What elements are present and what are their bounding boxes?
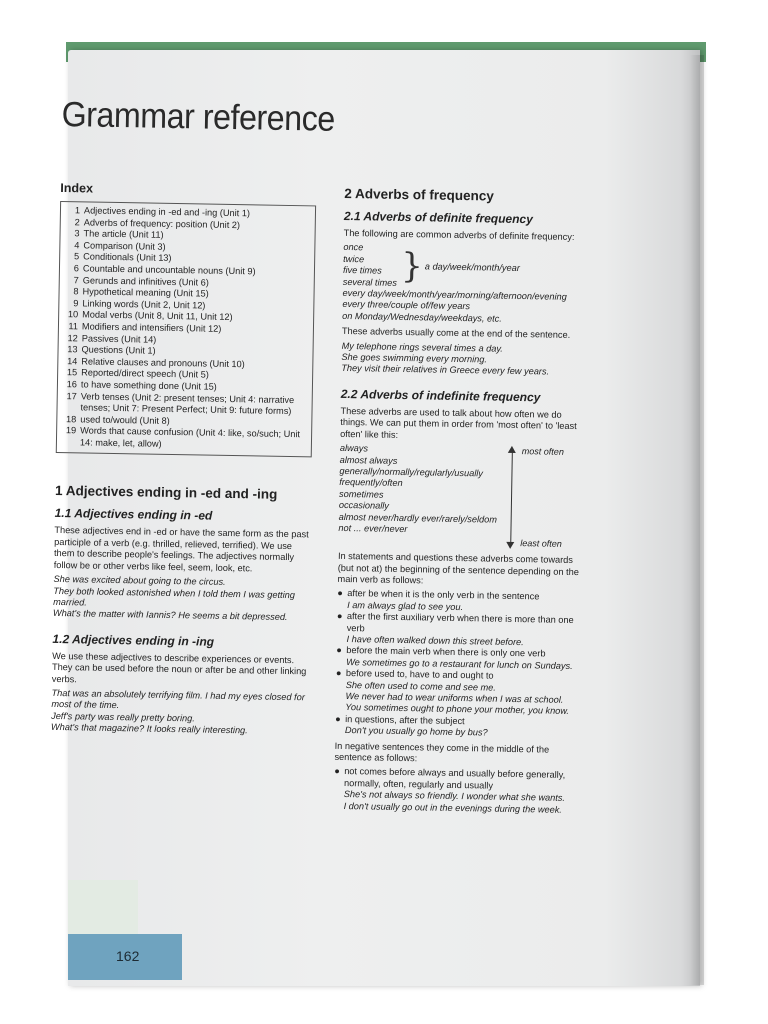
section-2-1-intro: The following are common adverbs of definite frequency: <box>343 227 575 242</box>
example-sentence: She goes swimming every morning. <box>341 351 488 365</box>
index-item-number: 5 <box>73 251 80 262</box>
example-sentence: That was an absolutely terrifying film. I had my eyes closed for most of the time. <box>51 687 305 711</box>
rule-text: not comes before always and usually before generally, normally, often, regularly and usually <box>343 766 566 791</box>
section-2-2-intro: These adverbs are used to talk about how often we do things. We can put them in order from 'most often' to 'least often' like this: <box>340 405 577 440</box>
bracket-label: a day/week/month/year <box>424 261 520 274</box>
index-item-text: Gerunds and infinitives (Unit 6) <box>82 274 209 288</box>
index-item-number: 19 <box>65 425 77 436</box>
frequency-line: every three/couple of/few years <box>342 299 471 312</box>
index-item-text: Linking words (Unit 2, Unit 12) <box>82 298 206 311</box>
index-item-number: 15 <box>66 367 78 378</box>
index-item <box>63 425 305 452</box>
index-item-text: Verb tenses (Unit 2: present tenses; Unit 4: narrative tenses; Unit 7: Present Perfect; Unit 9: future forms) <box>80 390 295 417</box>
index-item-number: 12 <box>67 332 78 343</box>
bracket-word: several times <box>342 276 397 288</box>
arrow-down-icon <box>506 542 514 549</box>
example-sentence: What's that magazine? It looks really interesting. <box>50 722 248 736</box>
rule-text: before the main verb when there is only one verb <box>346 645 546 659</box>
index-item-text: The article (Unit 11) <box>83 228 164 240</box>
index-item-text: Comparison (Unit 3) <box>83 240 166 252</box>
frequency-word: occasionally <box>338 500 390 511</box>
example-sentence: Jeff's party was really pretty boring. <box>51 710 195 724</box>
index-item-text: used to/would (Unit 8) <box>80 414 170 426</box>
frequency-word: generally/normally/regularly/usually <box>339 465 484 479</box>
example-sentence: We never had to wear uniforms when I was at school. <box>345 691 564 705</box>
example-sentence: She was excited about going to the circus. <box>53 574 226 588</box>
index-item-text: to have something done (Unit 15) <box>80 379 217 392</box>
page-spine-shadow <box>690 55 704 985</box>
section-2-heading: 2 Adverbs of frequency <box>344 185 494 204</box>
bullet-icon: ● <box>335 713 341 724</box>
index-item-number: 11 <box>68 321 79 332</box>
frequency-bracket-group <box>343 242 594 292</box>
frequency-scale-list <box>338 443 510 550</box>
example-sentence: They visit their relatives in Greece every few years. <box>341 363 550 378</box>
frequency-word: not ... ever/never <box>338 522 408 535</box>
frequency-word: always <box>339 442 369 454</box>
bullet-icon: ● <box>336 645 343 656</box>
section-1-2-heading: 1.2 Adjectives ending in -ing <box>52 631 215 649</box>
page-title: Grammar reference <box>61 95 336 139</box>
example-sentence: You sometimes ought to phone your mother, you know. <box>345 702 570 717</box>
section-1-1-body: These adjectives end in -ed or have the same form as the past participle of a verb (e.g. thrilled, relieved, terrified). We use them to describe people's feelings. The adjectives normally follow be or other verbs like feel, seem, look, etc. <box>53 525 309 574</box>
index-item-number: 16 <box>66 379 78 390</box>
bullet-icon: ● <box>334 766 340 777</box>
index-item-text: Adjectives ending in -ed and -ing (Unit 1) <box>83 205 251 219</box>
most-often-label: most often <box>521 446 564 457</box>
index-item-number: 13 <box>67 344 78 355</box>
index-item-number: 3 <box>74 228 80 239</box>
index-box <box>56 201 316 458</box>
example-sentence: I am always glad to see you. <box>347 599 464 612</box>
rule-text: before used to, have to and ought to <box>345 668 494 681</box>
example-sentence: I don't usually go out in the evenings during the week. <box>343 800 563 815</box>
index-item-number: 8 <box>73 286 79 297</box>
arrow-line <box>510 452 513 544</box>
frequency-word: frequently/often <box>339 477 403 489</box>
example-sentence: They both looked astonished when I told them I was getting married. <box>53 585 295 608</box>
page-content <box>47 95 602 954</box>
frequency-scale <box>338 443 590 551</box>
negative-rules <box>334 766 585 816</box>
index-item-text: Hypothetical meaning (Unit 15) <box>82 286 209 299</box>
index-item-text: Adverbs of frequency: position (Unit 2) <box>83 216 241 230</box>
rule-text: in questions, after the subject <box>345 713 465 726</box>
rule-text: after the first auxiliary verb when there is more than one verb <box>346 611 574 633</box>
index-item-text: Conditionals (Unit 13) <box>83 251 172 264</box>
index-heading: Index <box>60 180 94 196</box>
example-sentence: We sometimes go to a restaurant for lunch on Sundays. <box>346 656 573 671</box>
index-item-text: Countable and uncountable nouns (Unit 9) <box>82 263 256 277</box>
page-number: 162 <box>116 948 140 964</box>
section-1-1-heading: 1.1 Adjectives ending in -ed <box>54 506 213 524</box>
index-item-number: 18 <box>66 413 77 424</box>
section-2-2-heading: 2.2 Adverbs of indefinite frequency <box>340 386 541 405</box>
bracket-word: twice <box>343 253 365 265</box>
left-column <box>51 181 319 738</box>
index-item-text: Words that cause confusion (Unit 4: like, so/such; Unit 14: make, let, allow) <box>79 425 301 449</box>
section-1-heading: 1 Adjectives ending in -ed and -ing <box>54 483 278 503</box>
frequency-line: on Monday/Wednesday/weekdays, etc. <box>342 310 502 324</box>
index-item-text: Questions (Unit 1) <box>81 344 156 356</box>
negative-note: In negative sentences they come in the middle of the sentence as follows: <box>334 740 550 764</box>
curly-brace-icon: } <box>400 246 424 287</box>
example-sentence: Don't you usually go home by bus? <box>344 725 488 738</box>
page-number-tab <box>68 934 182 980</box>
position-rules <box>335 588 588 741</box>
bracket-word: five times <box>342 265 382 276</box>
index-item-number: 7 <box>73 274 79 285</box>
index-item-text: Relative clauses and pronouns (Unit 10) <box>81 356 245 369</box>
index-item-number: 17 <box>66 390 77 401</box>
example-sentence: She often used to come and see me. <box>345 679 496 693</box>
example-sentence: I have often walked down this street before. <box>346 633 524 648</box>
bracket-word-list <box>343 242 398 289</box>
frequency-word: almost always <box>339 454 398 466</box>
index-item-text: Modal verbs (Unit 8, Unit 11, Unit 12) <box>82 309 233 323</box>
index-item-number: 4 <box>74 240 80 251</box>
statement-note: In statements and questions these adverbs come towards (but not at) the beginning of the sentence depending on the main verb as follows: <box>337 550 579 586</box>
index-item-number: 6 <box>73 263 80 274</box>
right-column <box>334 186 595 816</box>
frequency-word: sometimes <box>338 488 384 500</box>
index-item-number: 1 <box>74 205 81 216</box>
example-sentence: What's the matter with Iannis? He seems a bit depressed. <box>52 608 288 623</box>
section-2-1-heading: 2.1 Adverbs of definite frequency <box>343 208 533 227</box>
frequency-word: almost never/hardly ever/rarely/seldom <box>338 511 498 525</box>
frequency-line: every day/week/month/year/morning/afternoon/evening <box>342 287 567 302</box>
index-item-number: 9 <box>73 297 79 309</box>
frequency-arrow <box>508 446 590 551</box>
index-item-number: 14 <box>67 355 78 367</box>
bracket-word: once <box>343 242 364 253</box>
index-item-text: Reported/direct speech (Unit 5) <box>81 367 209 380</box>
bullet-icon: ● <box>335 668 342 679</box>
bullet-icon: ● <box>336 611 343 622</box>
position-note: These adverbs usually come at the end of the sentence. <box>341 326 571 341</box>
bullet-icon: ● <box>337 588 343 599</box>
index-item-text: Passives (Unit 14) <box>81 332 157 345</box>
section-1-2-body: We use these adjectives to describe experiences or events. They can be used before the noun or after be and other linking verbs. <box>51 650 307 684</box>
index-item-number: 10 <box>67 309 79 320</box>
index-item-text: Modifiers and intensifiers (Unit 12) <box>81 321 222 334</box>
least-often-label: least often <box>520 538 562 549</box>
example-sentence: She's not always so friendly. I wonder what she wants. <box>343 789 566 804</box>
rule-text: after be when it is the only verb in the sentence <box>347 588 540 602</box>
index-item-number: 2 <box>74 216 80 227</box>
example-sentence: My telephone rings several times a day. <box>341 340 503 354</box>
